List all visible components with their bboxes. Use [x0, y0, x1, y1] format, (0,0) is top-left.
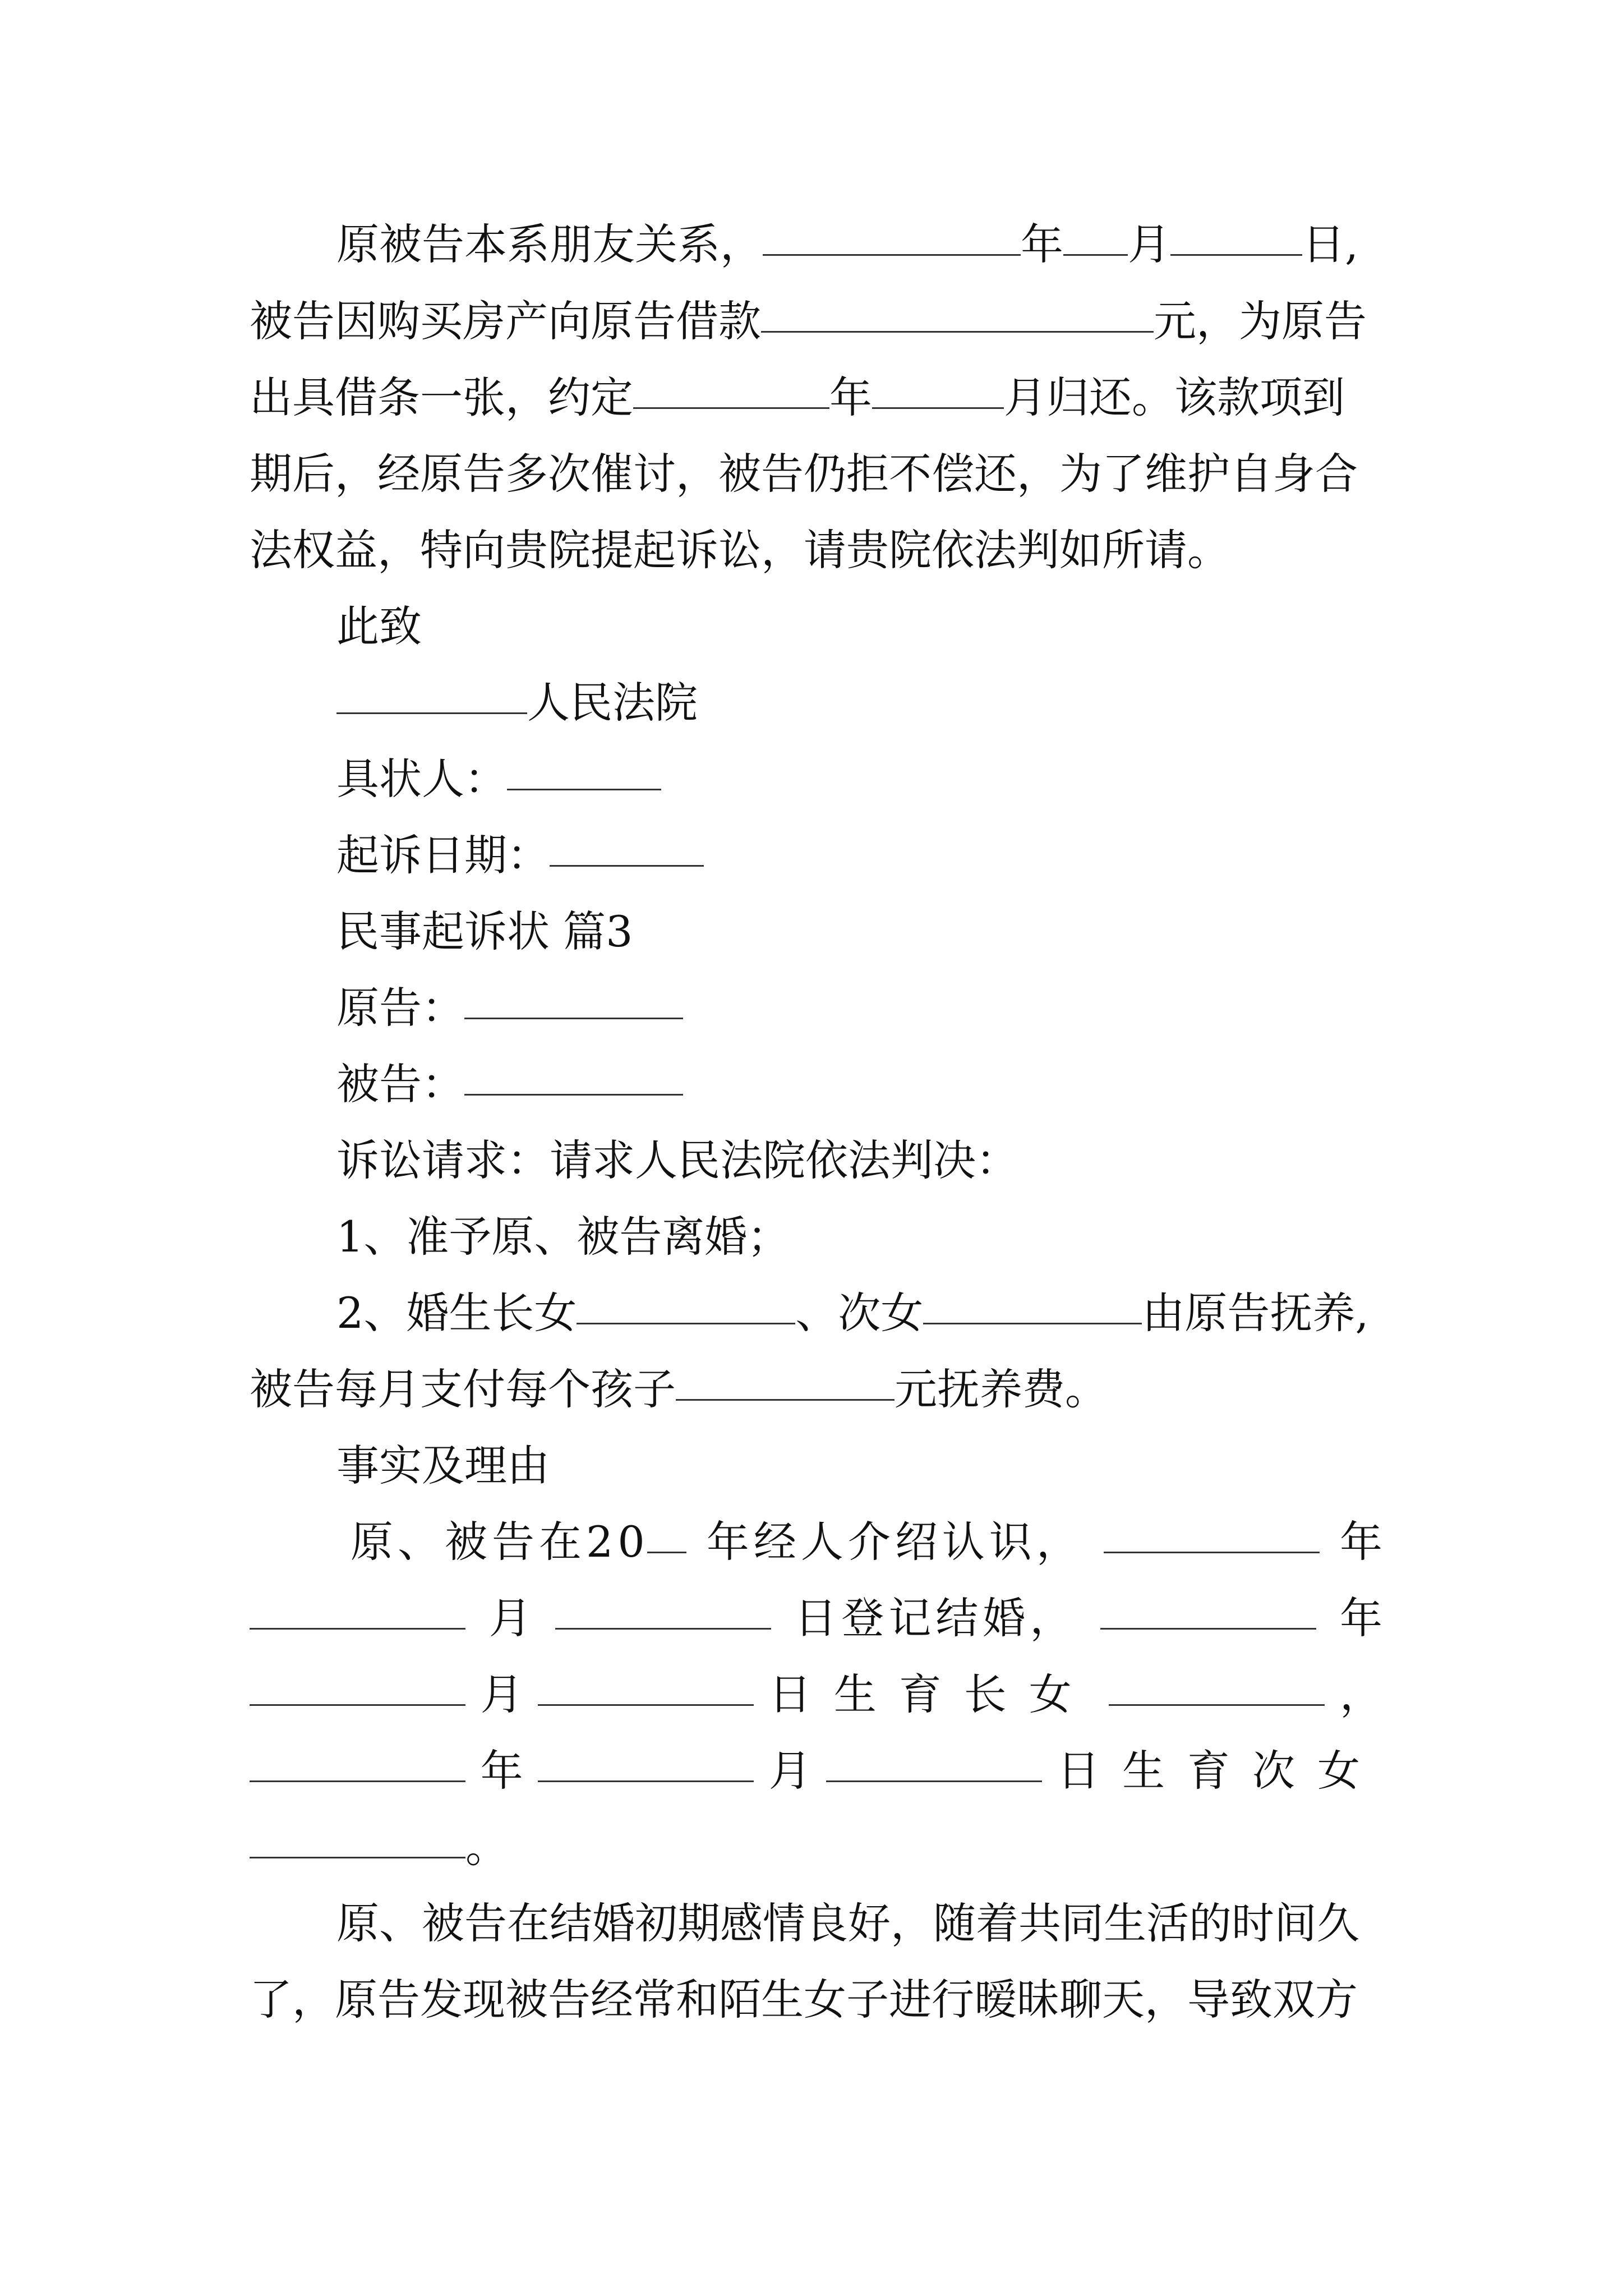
fill-blank[interactable] [633, 368, 829, 409]
text: 原告： [336, 983, 464, 1033]
text: 原被告本系朋友关系， [336, 219, 763, 269]
text: 月 [488, 1593, 532, 1643]
text: 被告： [336, 1059, 464, 1109]
text: 被告因购买房产向原告借款 [250, 296, 761, 346]
text: 起诉日期： [336, 830, 550, 880]
paragraph-line: 期后，经原告多次催讨，被告仍拒不偿还，为了维护自身合 [250, 449, 1358, 499]
fill-blank[interactable] [250, 1665, 465, 1706]
fill-blank[interactable] [555, 1589, 771, 1630]
facts-heading: 事实及理由 [336, 1441, 550, 1490]
text: 年 [1021, 219, 1063, 269]
fill-blank[interactable] [507, 749, 661, 790]
text: 日, [1302, 219, 1359, 269]
text: 年 [480, 1746, 523, 1796]
paragraph-line [250, 371, 1382, 425]
text: 人民法院 [527, 678, 698, 728]
fill-blank[interactable] [647, 1512, 686, 1553]
salutation: 此致 [336, 601, 422, 651]
fill-blank[interactable] [763, 215, 1021, 256]
fill-blank[interactable] [538, 1665, 754, 1706]
text: 由原告抚养, [1142, 1288, 1369, 1338]
facts-line [250, 1744, 1382, 1798]
text: 年 [829, 372, 872, 422]
paragraph-line: 原、被告在结婚初期感情良好，随着共同生活的时间久 [336, 1898, 1359, 1948]
claim-item [250, 1363, 1382, 1416]
fill-blank[interactable] [872, 368, 1004, 409]
court-line [336, 676, 1382, 730]
text: 元，为原告 [1154, 296, 1367, 346]
text: 日生育次女 [1057, 1746, 1382, 1796]
fill-blank[interactable] [676, 1360, 895, 1401]
fill-blank[interactable] [538, 1741, 754, 1782]
text: 2、婚生长女 [336, 1288, 577, 1338]
facts-line [250, 1820, 1382, 1874]
claims-heading: 诉讼请求：请求人民法院依法判决： [336, 1135, 1018, 1185]
paragraph-line: 了，原告发现被告经常和陌生女子进行暧昧聊天，导致双方 [250, 1975, 1358, 2024]
text: 月归还。该款项到 [1004, 372, 1345, 422]
fill-blank[interactable] [826, 1741, 1042, 1782]
paragraph-line [336, 218, 1382, 272]
text: 。 [465, 1822, 508, 1872]
fill-blank[interactable] [464, 1055, 683, 1096]
text: 月 [768, 1746, 811, 1796]
text: 日生育长女 [768, 1669, 1094, 1719]
fill-blank[interactable] [250, 1818, 465, 1858]
fill-blank[interactable] [336, 673, 527, 714]
facts-line [351, 1515, 1382, 1569]
text: 元抚养费。 [895, 1364, 1108, 1414]
plaintiff-line [336, 981, 1382, 1035]
fill-blank[interactable] [1063, 215, 1128, 256]
text: 具状人： [336, 754, 507, 804]
text: 出具借条一张，约定 [250, 372, 633, 422]
date-line [336, 829, 1382, 882]
claim-item [336, 1286, 1382, 1340]
fill-blank[interactable] [1104, 1512, 1320, 1553]
fill-blank[interactable] [250, 1589, 465, 1630]
text: 、次女 [795, 1288, 924, 1338]
signer-line [336, 752, 1382, 806]
text: 年 [1339, 1593, 1382, 1643]
text: 月 [480, 1669, 523, 1719]
fill-blank[interactable] [550, 826, 704, 867]
text: 月 [1128, 219, 1170, 269]
facts-line [250, 1591, 1382, 1645]
fill-blank[interactable] [464, 978, 683, 1019]
facts-line [250, 1668, 1382, 1722]
defendant-line [336, 1057, 1382, 1111]
text: ， [1339, 1669, 1382, 1719]
paragraph-line: 法权益，特向贵院提起诉讼，请贵院依法判如所请。 [250, 525, 1230, 575]
text: 年 [1339, 1517, 1382, 1567]
text: 年经人介绍认识， [706, 1517, 1083, 1567]
text: 被告每月支付每个孩子 [250, 1364, 676, 1414]
fill-blank[interactable] [1170, 215, 1302, 256]
fill-blank[interactable] [923, 1283, 1142, 1324]
fill-blank[interactable] [250, 1741, 465, 1782]
claim-item: 1、准予原、被告离婚； [336, 1212, 790, 1262]
paragraph-line [250, 295, 1382, 348]
section-title: 民事起诉状 篇3 [336, 907, 633, 956]
fill-blank[interactable] [1109, 1665, 1325, 1706]
text: 原、被告在20 [351, 1517, 649, 1567]
fill-blank[interactable] [577, 1283, 795, 1324]
text: 日登记结婚， [794, 1593, 1077, 1643]
fill-blank[interactable] [761, 292, 1154, 333]
fill-blank[interactable] [1100, 1589, 1316, 1630]
